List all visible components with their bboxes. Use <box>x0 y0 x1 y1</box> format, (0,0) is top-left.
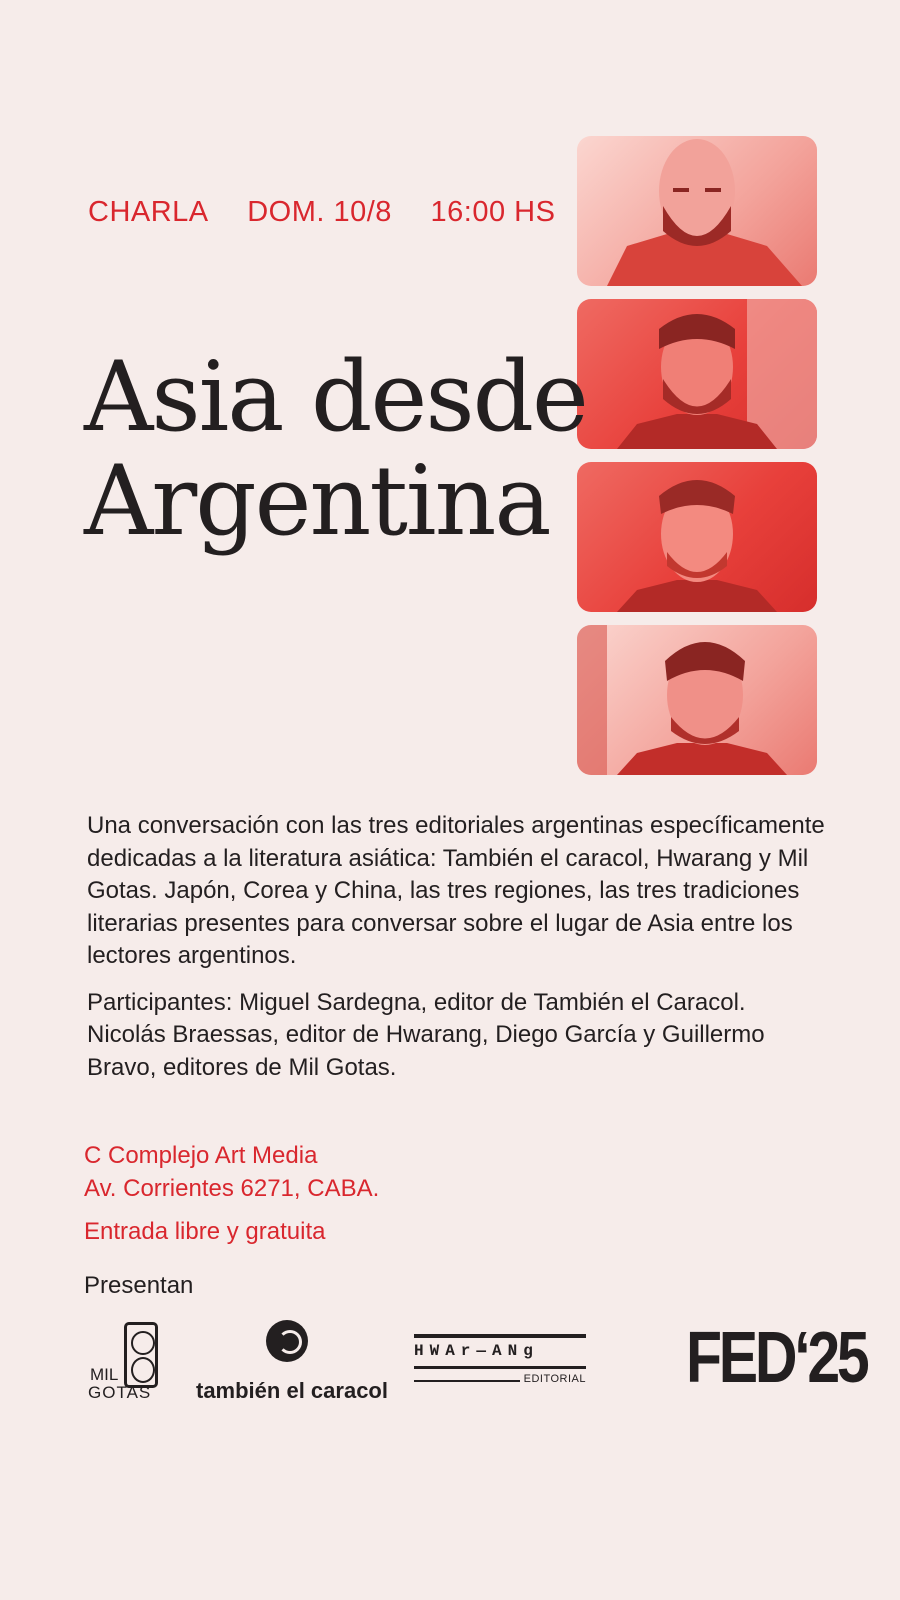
hwarang-subtext: EDITORIAL <box>523 1373 586 1385</box>
speaker-photo-3 <box>577 462 817 612</box>
caracol-text: también el caracol <box>196 1378 388 1403</box>
event-description <box>87 810 827 1098</box>
venue <box>84 1140 379 1205</box>
speaker-photo-4 <box>577 625 817 775</box>
mil-gotas-text-1: MIL <box>90 1365 119 1384</box>
portrait-icon <box>577 462 817 612</box>
snail-shell-icon <box>266 1320 308 1362</box>
portrait-icon <box>577 136 817 286</box>
speaker-photos <box>577 136 817 788</box>
speaker-photo-1 <box>577 136 817 286</box>
hwarang-rule <box>414 1334 586 1338</box>
hwarang-text: HWAr—ANg <box>414 1342 539 1360</box>
entry-info: Entrada libre y gratuita <box>84 1218 326 1245</box>
venue-name: C Complejo Art Media <box>84 1142 318 1169</box>
hwarang-rule <box>414 1380 520 1382</box>
hwarang-rule <box>414 1366 586 1369</box>
event-date: DOM. 10/8 <box>247 196 392 228</box>
title-line-1: Asia desde <box>84 341 587 453</box>
hwarang-logo <box>414 1318 586 1388</box>
event-time: 16:00 HS <box>430 196 556 228</box>
mil-gotas-text-2: GOTAS <box>88 1383 152 1402</box>
description-paragraph-1: Una conversación con las tres editoriales argentinas específicamente dedicadas a la literatura asiática: También el caracol, Hwarang y Mil Gotas. Japón, Corea y China, las tres regiones, las tres tradiciones literarias presentes para conversar sobre el lugar de Asia entre los lectores argentinos. <box>87 812 825 969</box>
event-meta <box>88 196 585 229</box>
fed-25-logo: FED‘25 <box>686 1318 867 1398</box>
mil-gotas-logo <box>88 1318 162 1408</box>
tambien-el-caracol-logo <box>196 1318 386 1408</box>
mil-gotas-mark-icon <box>124 1322 158 1388</box>
page-title <box>84 341 587 557</box>
portrait-icon <box>577 299 817 449</box>
speaker-photo-2 <box>577 299 817 449</box>
portrait-icon <box>577 625 817 775</box>
title-line-2: Argentina <box>84 445 550 557</box>
description-paragraph-2: Participantes: Miguel Sardegna, editor de También el Caracol. Nicolás Braessas, editor de Hwarang, Diego García y Guillermo Bravo, editores de Mil Gotas. <box>87 988 765 1081</box>
venue-address: Av. Corrientes 6271, CABA. <box>84 1174 380 1202</box>
presenters-label: Presentan <box>84 1272 194 1299</box>
event-type: CHARLA <box>88 196 209 228</box>
